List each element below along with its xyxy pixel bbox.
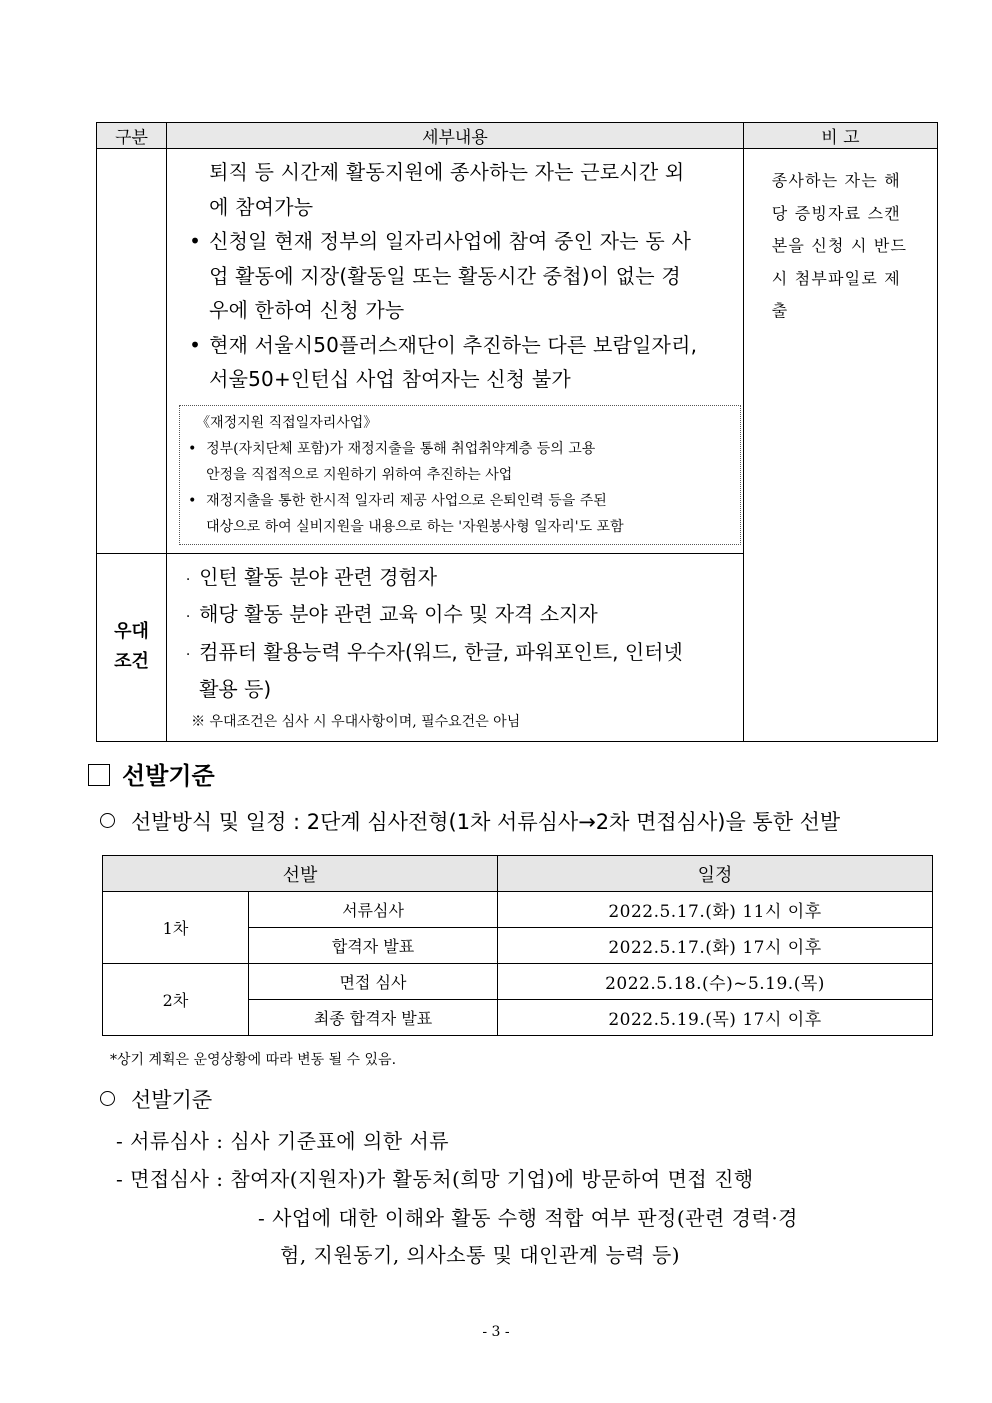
dot-icon: · [185, 646, 191, 663]
bullet-icon: • [188, 492, 197, 509]
circle-bullet-icon [100, 1091, 115, 1106]
schedule-item: 합격자 발표 [249, 928, 498, 964]
schedule-item: 서류심사 [249, 892, 498, 928]
schedule-header-select: 선발 [103, 856, 498, 892]
preference-label: 우대 조건 [97, 553, 167, 741]
box-bullet [188, 488, 734, 514]
detail-text: 현재 서울시50플러스재단이 추진하는 다른 보람일자리, [209, 332, 698, 357]
detail-line: 우에 한하여 신청 가능 [209, 298, 405, 322]
preference-cell [167, 553, 744, 741]
header-category: 구분 [97, 123, 167, 149]
criteria-interview: - 면접심사 : 참여자(지원자)가 활동처(희망 기업)에 방문하여 면접 진행 [116, 1167, 754, 1191]
detail-bullet [181, 328, 735, 363]
detail-line: 서울50+인턴십 사업 참여자는 신청 불가 [209, 367, 571, 391]
schedule-table [102, 855, 933, 1036]
box-bullet [188, 436, 734, 462]
dot-icon: · [185, 571, 191, 588]
remark-line: 시 첨부파일로 제 [771, 268, 901, 288]
box-text: 대상으로 하여 실비지원을 내용으로 하는 '자원봉사형 일자리'도 포함 [206, 518, 624, 535]
definition-box [179, 405, 741, 545]
detail-text: 신청일 현재 정부의 일자리사업에 참여 중인 자는 동 사 [209, 229, 691, 253]
preference-item: · 컴퓨터 활용능력 우수자(워드, 한글, 파워포인트, 인터넷 [177, 635, 735, 673]
circle-bullet-icon [100, 813, 115, 828]
header-details: 세부내용 [167, 123, 744, 149]
dot-icon: · [185, 609, 191, 625]
checkbox-square-icon [88, 764, 110, 786]
preference-item-cont: 활용 등) [199, 677, 272, 701]
schedule-date: 2022.5.18.(수)~5.19.(목) [498, 964, 933, 1000]
box-text: 정부(자치단체 포함)가 재정지출을 통해 취업취약계층 등의 고용 [206, 440, 596, 457]
preference-remark: ※ 우대조건은 심사 시 우대사항이며, 필수요건은 아님 [191, 713, 521, 730]
detail-line: 업 활동에 지장(활동일 또는 활동시간 중첩)이 없는 경 [209, 263, 681, 288]
criteria-sub-cont: 험, 지원동기, 의사소통 및 대인관계 능력 등) [280, 1243, 681, 1267]
criteria-document: - 서류심사 : 심사 기준표에 의한 서류 [116, 1129, 450, 1153]
box-text: 재정지출을 통한 한시적 일자리 제공 사업으로 은퇴인력 등을 주된 [206, 492, 607, 509]
box-title: 《재정지원 직접일자리사업》 [196, 414, 378, 431]
section-heading: 선발기준 [88, 756, 215, 791]
bullet-icon: • [189, 229, 202, 253]
stage-2: 2차 [103, 964, 249, 1036]
preference-item: · 인턴 활동 분야 관련 경험자 [177, 560, 735, 598]
detail-bullet [181, 224, 735, 259]
stage-1: 1차 [103, 892, 249, 964]
box-text: 안정을 직접적으로 지원하기 위하여 추진하는 사업 [206, 466, 513, 483]
schedule-note: *상기 계획은 운영상황에 따라 변동 될 수 있음. [110, 1052, 397, 1068]
remark-line: 본을 신청 시 반드 [771, 236, 908, 255]
page-number: - 3 - [482, 1324, 510, 1340]
schedule-header-date: 일정 [498, 856, 933, 892]
remark-line: 종사하는 자는 해 [771, 171, 901, 190]
bullet-icon: • [189, 332, 202, 357]
criteria-heading: 선발기준 [100, 1084, 212, 1114]
details-cell [167, 149, 744, 554]
schedule-date: 2022.5.17.(화) 17시 이후 [498, 928, 933, 964]
remark-line: 당 증빙자료 스캔 [771, 203, 901, 223]
schedule-date: 2022.5.17.(화) 11시 이후 [498, 892, 933, 928]
remarks-cell [743, 149, 937, 742]
preference-item: · 해당 활동 분야 관련 교육 이수 및 자격 소지자 [177, 597, 735, 635]
detail-line: 퇴직 등 시간제 활동지원에 종사하는 자는 근로시간 외 [209, 160, 685, 184]
remark-line: 출 [771, 301, 789, 320]
bullet-icon: • [188, 440, 197, 457]
category-cell-empty [97, 149, 167, 554]
schedule-date: 2022.5.19.(목) 17시 이후 [498, 1000, 933, 1036]
detail-line: 에 참여가능 [209, 194, 314, 219]
schedule-item: 최종 합격자 발표 [249, 1000, 498, 1036]
schedule-item: 면접 심사 [249, 964, 498, 1000]
requirement-table [96, 122, 938, 742]
criteria-sub: - 사업에 대한 이해와 활동 수행 적합 여부 판정(관련 경력·경 [258, 1206, 798, 1230]
method-heading: 선발방식 및 일정 : 2단계 심사전형(1차 서류심사→2차 면접심사)을 통한 선발 [100, 806, 840, 836]
header-remarks: 비 고 [743, 123, 937, 149]
